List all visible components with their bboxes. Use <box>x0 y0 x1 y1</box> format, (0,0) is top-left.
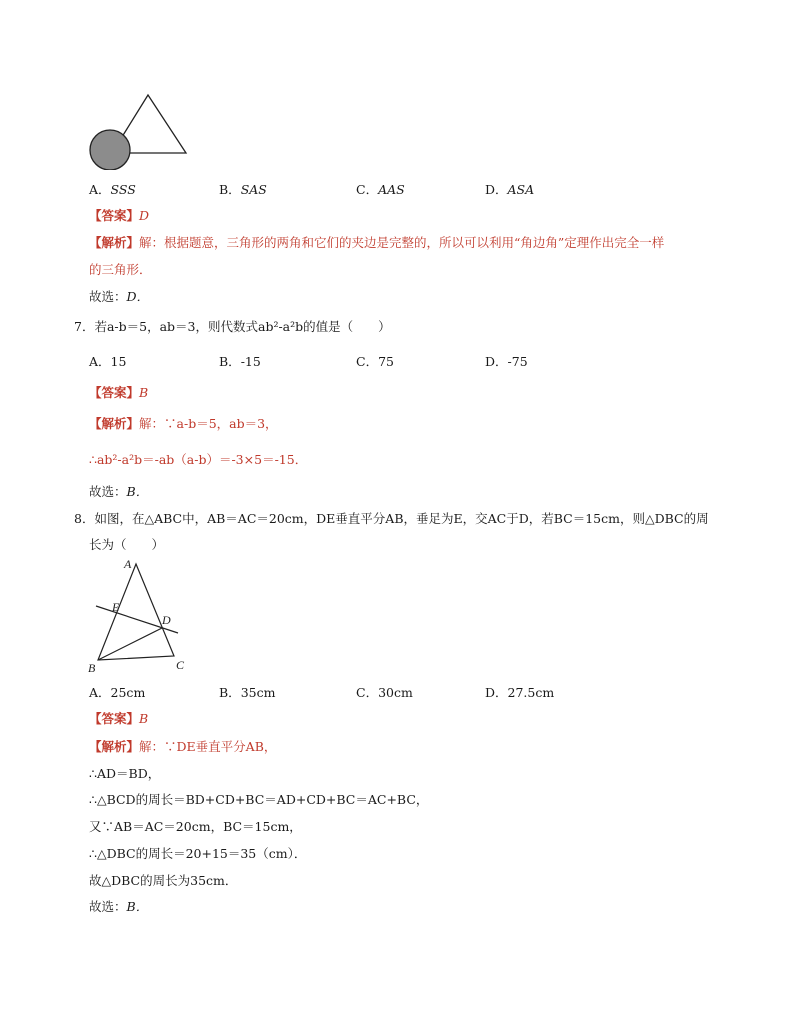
q8-label-b: B <box>88 661 96 675</box>
q7-conclusion: 故选：B． <box>89 484 149 499</box>
q7-option-c: C．75 <box>356 354 394 369</box>
q8-analysis-line5: ∴△DBC的周长＝20+15＝35（cm）． <box>89 846 307 861</box>
q8-analysis-line4: 又∵AB＝AC＝20cm，BC＝15cm， <box>89 819 302 834</box>
q8-label-d: D <box>162 613 171 627</box>
q6-option-c: C．AAS <box>356 182 405 197</box>
q7-analysis-line2: ∴ab²-a²b＝-ab（a-b）＝-3×5＝-15． <box>89 452 308 467</box>
q8-label-c: C <box>176 658 185 672</box>
q7-stem: 7．若a-b＝5，ab＝3，则代数式ab²-a²b的值是（ ） <box>74 319 391 334</box>
q8-stem-line1: 8．如图，在△ABC中，AB＝AC＝20cm，DE垂直平分AB，垂足为E，交AC于D，若BC＝15cm，则△DBC的周 <box>74 511 709 526</box>
q8-stem-line2: 长为（ ） <box>89 537 165 552</box>
q7-answer: 【答案】B <box>89 385 149 400</box>
q6-option-b: B．SAS <box>219 182 267 197</box>
q7-analysis-line1: 【解析】解：∵a-b＝5，ab＝3， <box>89 416 278 431</box>
q8-figure <box>86 556 196 678</box>
q8-option-c: C．30cm <box>356 685 413 700</box>
q6-answer: 【答案】D <box>89 208 150 223</box>
q6-option-a: A．SSS <box>89 182 136 197</box>
q6-analysis-line2: 的三角形． <box>89 262 152 277</box>
q6-analysis-line1: 【解析】解：根据题意，三角形的两角和它们的夹边是完整的，所以可以利用“角边角”定理作出完全一样 <box>89 235 665 250</box>
q7-option-a: A．15 <box>89 354 127 369</box>
q8-conclusion: 故选：B． <box>89 899 149 914</box>
q8-label-a: A <box>124 557 132 571</box>
q7-option-b: B．-15 <box>219 354 261 369</box>
q8-analysis-line1: 【解析】解：∵DE垂直平分AB， <box>89 739 277 754</box>
q8-option-b: B．35cm <box>219 685 276 700</box>
q6-figure <box>86 90 192 170</box>
q8-analysis-line2: ∴AD＝BD， <box>89 766 161 781</box>
q8-analysis-line3: ∴△BCD的周长＝BD+CD+BC＝AD+CD+BC＝AC+BC， <box>89 792 429 807</box>
q8-analysis-line6: 故△DBC的周长为35cm． <box>89 873 238 888</box>
q6-conclusion: 故选：D． <box>89 289 150 304</box>
q8-option-d: D．27.5cm <box>485 685 555 700</box>
q8-answer: 【答案】B <box>89 711 149 726</box>
q7-option-d: D．-75 <box>485 354 528 369</box>
q6-option-d: D．ASA <box>485 182 535 197</box>
q8-label-e: E <box>112 600 120 614</box>
q8-option-a: A．25cm <box>89 685 146 700</box>
q6-circle <box>90 130 130 170</box>
q8-segment-bd <box>98 628 162 660</box>
q8-triangle-abc <box>98 564 174 660</box>
